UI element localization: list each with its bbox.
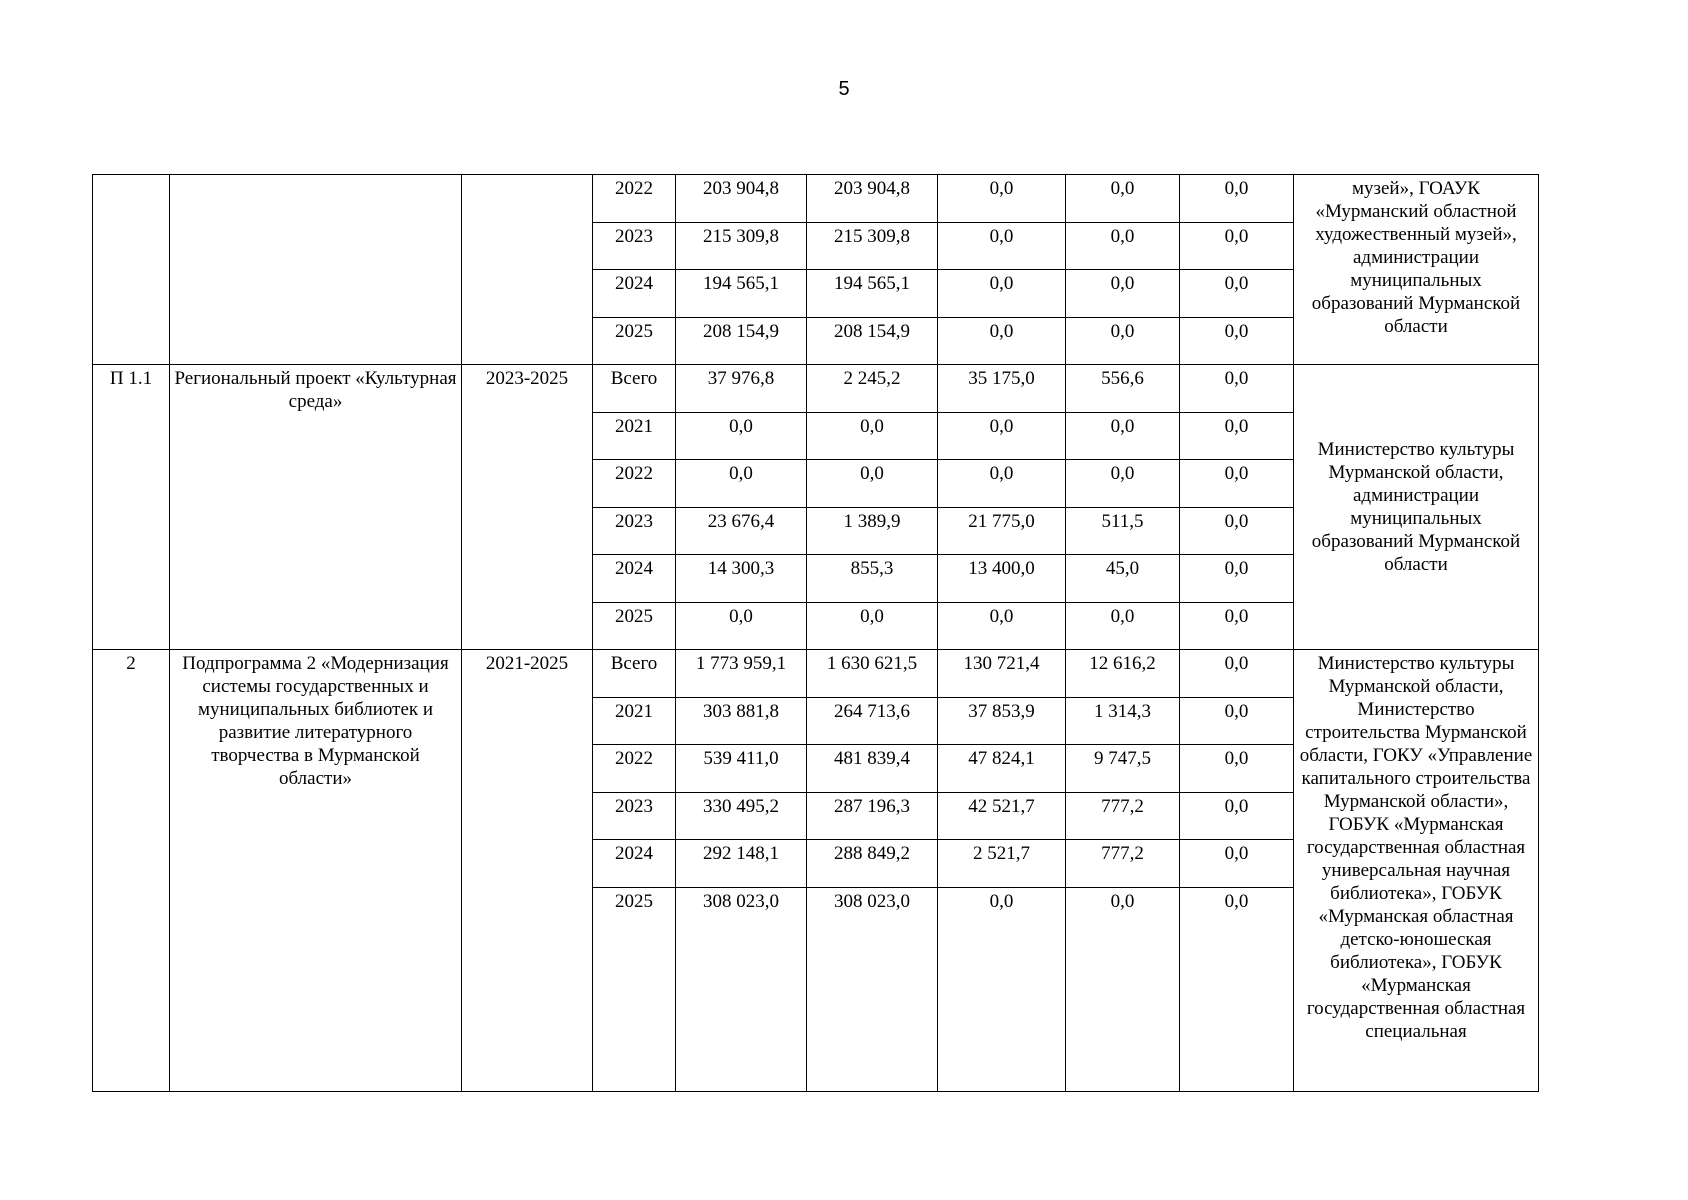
value-cell: 0,0 [1066,412,1180,460]
value-cell: 42 521,7 [938,792,1066,840]
responsible-cell: музей», ГОАУК «Мурманский областной художественный музей», администрации муниципальных образований Мурманской области [1294,175,1539,365]
value-cell: 287 196,3 [807,792,938,840]
value-cell: 0,0 [1180,745,1294,793]
year-cell: 2023 [593,507,676,555]
value-cell: 777,2 [1066,840,1180,888]
value-cell: 539 411,0 [676,745,807,793]
value-cell: 1 773 959,1 [676,650,807,698]
responsible-cell: Министерство культуры Мурманской области, администрации муниципальных образований Мурманской области [1294,365,1539,650]
value-cell: 0,0 [1180,650,1294,698]
responsible-cell: Министерство культуры Мурманской области, Министерство строительства Мурманской области, ГОКУ «Управление капитального строительства Мурманской области», ГОБУК «Мурманская государственная областная универсальная научная библиотека», ГОБУК «Мурманская областная детско-юношеская библиотека», ГОБУК «Мурманская государственная областная специальная [1294,650,1539,1092]
value-cell: 130 721,4 [938,650,1066,698]
value-cell: 0,0 [1180,412,1294,460]
year-cell: 2025 [593,887,676,1091]
value-cell: 45,0 [1066,555,1180,603]
value-cell: 0,0 [1180,792,1294,840]
value-cell: 9 747,5 [1066,745,1180,793]
page-number: 5 [838,78,850,100]
value-cell: 0,0 [938,317,1066,365]
name-cell [170,175,462,365]
value-cell: 0,0 [676,460,807,508]
value-cell: 0,0 [1066,460,1180,508]
value-cell: 264 713,6 [807,697,938,745]
value-cell: 556,6 [1066,365,1180,413]
value-cell: 203 904,8 [676,175,807,223]
value-cell: 0,0 [1066,270,1180,318]
value-cell: 0,0 [938,175,1066,223]
value-cell: 21 775,0 [938,507,1066,555]
num-cell: П 1.1 [93,365,170,650]
value-cell: 215 309,8 [676,222,807,270]
year-cell: 2024 [593,840,676,888]
year-cell: 2023 [593,792,676,840]
value-cell: 0,0 [1066,317,1180,365]
value-cell: 1 314,3 [1066,697,1180,745]
value-cell: 855,3 [807,555,938,603]
value-cell: 215 309,8 [807,222,938,270]
num-cell [93,175,170,365]
value-cell: 0,0 [938,460,1066,508]
value-cell: 303 881,8 [676,697,807,745]
value-cell: 0,0 [1180,602,1294,650]
value-cell: 12 616,2 [1066,650,1180,698]
value-cell: 1 389,9 [807,507,938,555]
value-cell: 0,0 [1180,317,1294,365]
name-cell: Подпрограмма 2 «Модернизация системы государственных и муниципальных библиотек и развитие литературного творчества в Мурманской области» [170,650,462,1092]
value-cell: 0,0 [807,460,938,508]
year-cell: 2022 [593,175,676,223]
value-cell: 14 300,3 [676,555,807,603]
value-cell: 0,0 [938,270,1066,318]
value-cell: 194 565,1 [676,270,807,318]
year-cell: 2024 [593,555,676,603]
table-row [93,175,1539,223]
year-cell: 2021 [593,412,676,460]
year-cell: Всего [593,650,676,698]
value-cell: 0,0 [1066,222,1180,270]
value-cell: 0,0 [938,887,1066,1091]
value-cell: 23 676,4 [676,507,807,555]
table-row [93,365,1539,413]
value-cell: 288 849,2 [807,840,938,888]
value-cell: 35 175,0 [938,365,1066,413]
value-cell: 194 565,1 [807,270,938,318]
value-cell: 0,0 [1066,175,1180,223]
value-cell: 0,0 [1180,840,1294,888]
value-cell: 292 148,1 [676,840,807,888]
value-cell: 208 154,9 [807,317,938,365]
budget-table [92,174,1539,1092]
value-cell: 0,0 [938,222,1066,270]
value-cell: 0,0 [1180,555,1294,603]
value-cell: 0,0 [1180,887,1294,1091]
value-cell: 0,0 [1180,697,1294,745]
value-cell: 511,5 [1066,507,1180,555]
value-cell: 0,0 [1066,887,1180,1091]
value-cell: 0,0 [1180,365,1294,413]
year-cell: Всего [593,365,676,413]
value-cell: 13 400,0 [938,555,1066,603]
value-cell: 2 245,2 [807,365,938,413]
value-cell: 0,0 [1180,175,1294,223]
value-cell: 0,0 [807,602,938,650]
value-cell: 0,0 [1180,460,1294,508]
year-cell: 2025 [593,317,676,365]
value-cell: 47 824,1 [938,745,1066,793]
value-cell: 777,2 [1066,792,1180,840]
value-cell: 1 630 621,5 [807,650,938,698]
year-cell: 2023 [593,222,676,270]
value-cell: 0,0 [1180,507,1294,555]
value-cell: 37 853,9 [938,697,1066,745]
value-cell: 0,0 [938,602,1066,650]
value-cell: 208 154,9 [676,317,807,365]
period-cell: 2021-2025 [462,650,593,1092]
year-cell: 2025 [593,602,676,650]
table-row [93,650,1539,698]
num-cell: 2 [93,650,170,1092]
value-cell: 203 904,8 [807,175,938,223]
value-cell: 0,0 [807,412,938,460]
value-cell: 481 839,4 [807,745,938,793]
value-cell: 2 521,7 [938,840,1066,888]
year-cell: 2021 [593,697,676,745]
value-cell: 308 023,0 [676,887,807,1091]
year-cell: 2022 [593,745,676,793]
value-cell: 308 023,0 [807,887,938,1091]
value-cell: 0,0 [1180,222,1294,270]
period-cell [462,175,593,365]
year-cell: 2022 [593,460,676,508]
value-cell: 0,0 [1180,270,1294,318]
value-cell: 0,0 [1066,602,1180,650]
value-cell: 0,0 [938,412,1066,460]
period-cell: 2023-2025 [462,365,593,650]
value-cell: 0,0 [676,412,807,460]
value-cell: 330 495,2 [676,792,807,840]
year-cell: 2024 [593,270,676,318]
value-cell: 0,0 [676,602,807,650]
name-cell: Региональный проект «Культурная среда» [170,365,462,650]
value-cell: 37 976,8 [676,365,807,413]
table-body [93,175,1539,1092]
